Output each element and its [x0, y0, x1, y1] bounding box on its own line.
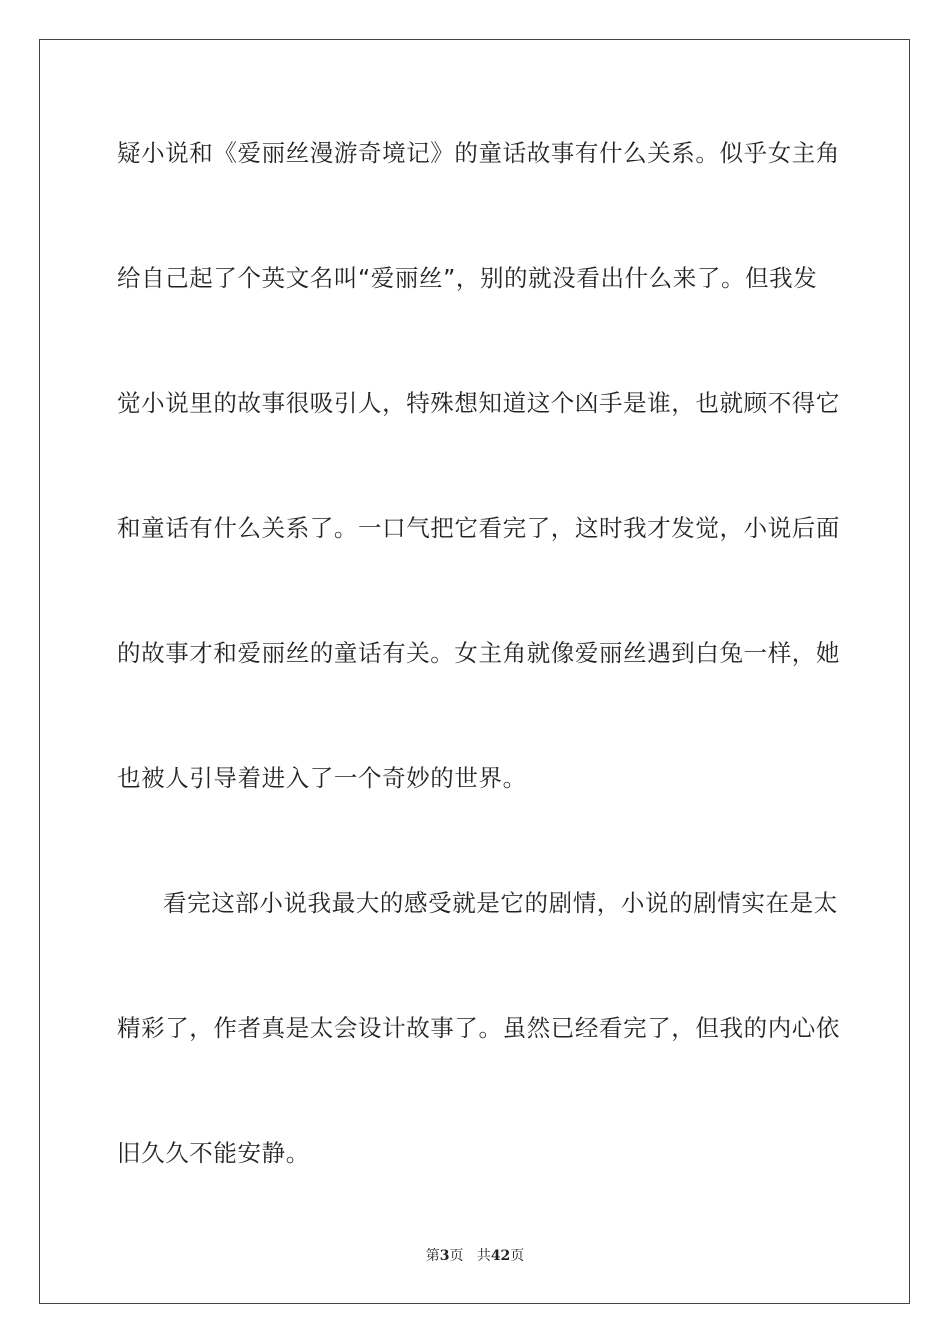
text-line: 和童话有什么关系了。一口气把它看完了，这时我才发觉，小说后面: [117, 514, 840, 542]
page-footer: [0, 1247, 950, 1265]
paragraph-first-line: 看完这部小说我最大的感受就是它的剧情，小说的剧情实在是太: [163, 889, 838, 917]
footer-page-suffix: 页: [449, 1248, 464, 1264]
text-line: 旧久久不能安静。: [117, 1139, 310, 1167]
total-pages-number: 42: [490, 1248, 511, 1264]
text-line: 觉小说里的故事很吸引人，特殊想知道这个凶手是谁，也就顾不得它: [117, 389, 840, 417]
footer-total-suffix: 页: [510, 1248, 525, 1264]
text-line: 疑小说和《爱丽丝漫游奇境记》的童话故事有什么关系。似乎女主角: [117, 139, 840, 167]
text-line: 也被人引导着进入了一个奇妙的世界。: [117, 764, 527, 792]
page-border: [39, 39, 910, 1304]
text-line: 的故事才和爱丽丝的童话有关。女主角就像爱丽丝遇到白兔一样，她: [117, 639, 840, 667]
text-line: 给自己起了个英文名叫“爱丽丝”，别的就没看出什么来了。但我发: [117, 264, 818, 292]
footer-prefix: 第: [425, 1248, 440, 1264]
footer-total-prefix: 共: [476, 1248, 491, 1264]
current-page-number: 3: [439, 1248, 450, 1264]
text-line: 精彩了，作者真是太会设计故事了。虽然已经看完了，但我的内心依: [117, 1014, 840, 1042]
